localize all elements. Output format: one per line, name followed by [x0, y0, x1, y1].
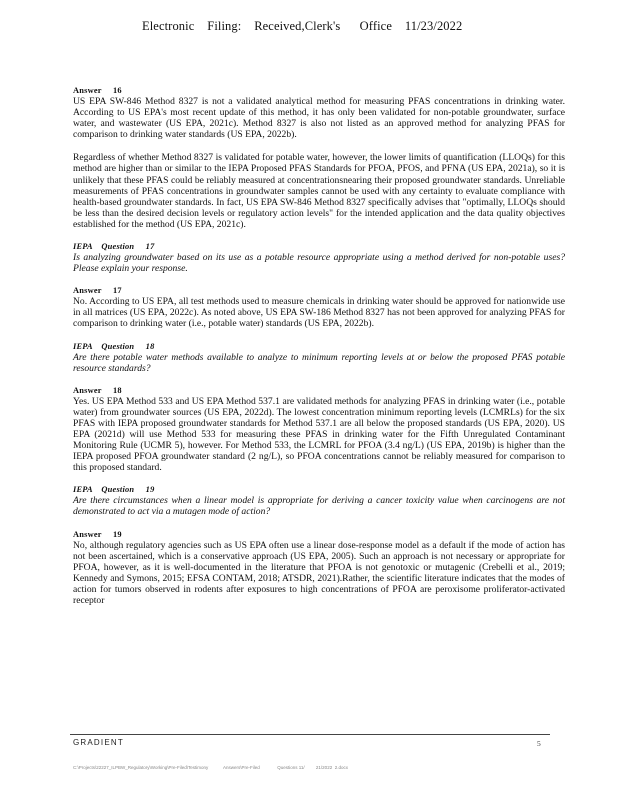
question-17-block — [73, 242, 565, 274]
answer-18-paragraph: Yes. US EPA Method 533 and US EPA Method 537.1 are validated methods for analyzing PFAS in drinking water (i.e., potable water) from groundwater sources (US EPA, 2022d). The lowest concentration minimum reporting levels (LCMRLs) for the six PFAS with IEPA proposed groundwater standards for Method 537.1 are all below the proposed standards (US EPA, 2020). US EPA (2021d) will use Method 533 for measuring these PFAS in drinking water for the Fifth Unregulated Contaminant Monitoring Rule (UCMR 5), however. For Method 533, the LCMRL for PFOA (3.4 ng/L) (US EPA, 2019b) is higher than the IEPA proposed PFOA groundwater standard (2 ng/L), so PFOA concentrations cannot be reliably measured for comparison to this proposed standard. — [73, 395, 565, 474]
file-path-footer: C:\Projects\22227_ILPBW_Regulatory\Working\Pre-Filed\Testimony Answers\Pre-Filed Questions 11/ 21/2022 2.docx — [73, 765, 348, 770]
document-body — [73, 86, 565, 618]
filing-header: Electronic Filing: Received,Clerk's Office 11/23/2022 — [142, 19, 463, 33]
answer-17-block — [73, 286, 565, 329]
answer-16-block — [73, 86, 565, 140]
answer-17-paragraph: No. According to US EPA, all test methods used to measure chemicals in drinking water should be approved for nationwide use in all matrices (US EPA, 2022c). As noted above, US EPA SW-186 Method 8327 has not been approved for analyzing PFAS for comparison to drinking water (i.e., potable water) standards (US EPA, 2022b). — [73, 296, 565, 330]
company-logo: GRADIENT — [73, 738, 124, 747]
page-number: 5 — [537, 739, 541, 748]
question-18-text: Are there potable water methods available to analyze to minimum reporting levels at or below the proposed PFAS potable resource standards? — [73, 351, 565, 374]
answer-18-block — [73, 386, 565, 474]
answer-19-label: Answer 19 — [73, 529, 122, 539]
question-19-label: IEPA Question 19 — [73, 485, 155, 495]
answer-17-label: Answer 17 — [73, 286, 122, 296]
question-17-text: Is analyzing groundwater based on its use as a potable resource appropriate using a method derived for non-potable uses? Please explain your response. — [73, 252, 565, 275]
answer-16-paragraph-2: Regardless of whether Method 8327 is validated for potable water, however, the lower limits of quantification (LLOQs) for this method are higher than or similar to the IEPA Proposed PFAS Standards for PFOA, PFOS, and PFNA (US EPA, 2021a), so it is unlikely that these PFAS could be reliably measured at concentrationsnearing their proposed groundwater standards. Unreliable measurements of PFAS concentrations in groundwater samples cannot be used with any certainty to evaluate compliance with health-based groundwater standards. In fact, US EPA SW-846 Method 8327 specifically advises that "optimally, LLOQs should be less than the desired decision levels or regulatory action levels" for the intended application and the data quality objectives established for the method (US EPA, 2021c). — [73, 152, 565, 230]
question-19-text: Are there circumstances when a linear model is appropriate for deriving a cancer toxicity value when carcinogens are not demonstrated to act via a mutagen mode of action? — [73, 495, 565, 518]
answer-16-label: Answer 16 — [73, 86, 122, 95]
question-19-block — [73, 485, 565, 517]
answer-16-block-continued — [73, 152, 565, 230]
answer-19-paragraph: No, although regulatory agencies such as US EPA often use a linear dose-response model as a default if the mode of action has not been ascertained, which is a conservative approach (US EPA, 2005). Such an approach is not necessary or appropriate for PFOA, however, as it is well-documented in the literature that PFOA is not genotoxic or mutagenic (Crebelli et al., 2019; Kennedy and Symons, 2015; EFSA CONTAM, 2018; ATSDR, 2021).Rather, the scientific literature indicates that the modes of action for tumors observed in rodents after exposures to high concentrations of PFOA are peroxisome proliferator-activated receptor — [73, 539, 565, 606]
question-17-label: IEPA Question 17 — [73, 242, 155, 252]
question-18-block — [73, 342, 565, 374]
footer-divider — [70, 734, 550, 735]
answer-18-label: Answer 18 — [73, 385, 122, 395]
question-18-label: IEPA Question 18 — [73, 341, 155, 351]
answer-16-paragraph-1: US EPA SW-846 Method 8327 is not a validated analytical method for measuring PFAS concentrations in drinking water. According to US EPA's most recent update of this method, it has only been validated for non-potable groundwater, surface water, and wastewater (US EPA, 2021c). Method 8327 is also not listed as an approved method for analyzing PFAS for comparison to drinking water standards (US EPA, 2022b). — [73, 96, 565, 141]
answer-19-block — [73, 530, 565, 607]
